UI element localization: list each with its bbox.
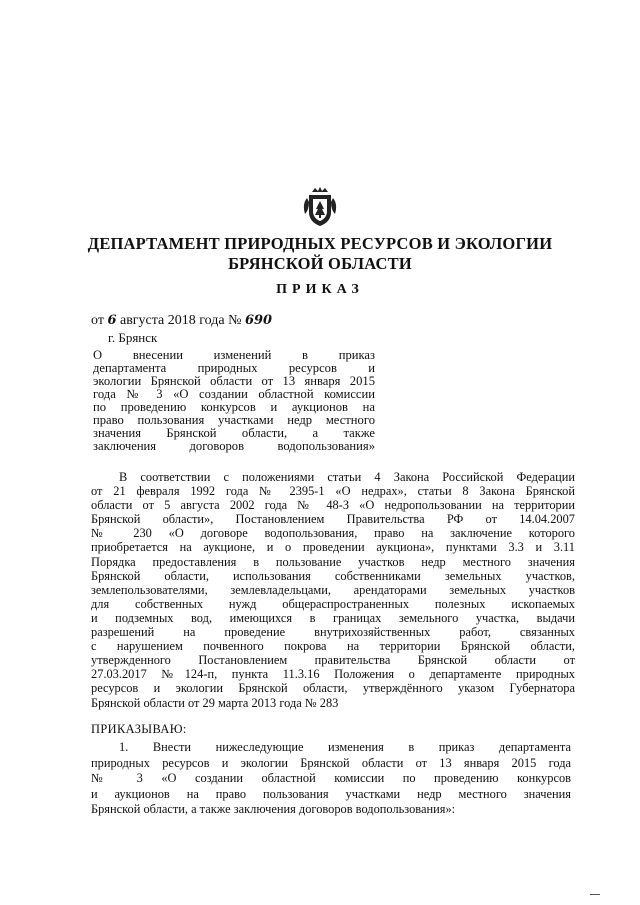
body-line: Брянской области от 29 марта 2013 года № 283 xyxy=(91,695,339,710)
title-line: право пользования участками недр местного xyxy=(93,413,375,427)
body-line: и подземных вод, имеющихся в границах земельного участка, выдачи xyxy=(91,610,575,625)
point-line: 1. Внести нижеследующие изменения в приказ департамента xyxy=(119,740,571,754)
point-line: № 3 «О создании областной комиссии по проведению конкурсов xyxy=(91,771,571,785)
point-line: и аукционов на право пользования участками недр местного значения xyxy=(91,786,571,801)
point-line: природных ресурсов и экологии Брянской области от 13 января 2015 года xyxy=(91,755,571,770)
body-line: от 21 февраля 1992 года № 2395-1 «О недрах», статьи 8 Закона Брянской xyxy=(91,484,575,499)
body-line: Порядка предоставления в пользование участков недр местного значения xyxy=(91,554,575,569)
city-name: г. Брянск xyxy=(108,330,158,345)
body-line: для собственных нужд общераспространенных полезных ископаемых xyxy=(91,596,575,611)
body-line: Брянской области», Постановлением Правительства РФ от 14.04.2007 xyxy=(91,512,575,527)
body-line: области от 5 августа 2002 года № 48-З «О недропользовании на территории xyxy=(91,498,575,513)
body-line: разрешений на проведение внутрихозяйственных работ, связанных xyxy=(91,625,575,640)
department-name-line2: БРЯНСКОЙ ОБЛАСТИ xyxy=(228,254,412,273)
body-line: № 230 «О договоре водопользования, право на заключение которого xyxy=(91,526,575,541)
title-line: экологии Брянской области от 13 января 2015 xyxy=(93,374,375,388)
order-title xyxy=(93,349,375,453)
body-line: приобретается на аукционе, и о проведении аукциона», пунктами 3.3 и 3.11 xyxy=(91,540,575,555)
title-line: заключения договоров водопользования» xyxy=(93,439,375,453)
point-line: Брянской области, а также заключения договоров водопользования»: xyxy=(91,802,456,816)
title-line: значения Брянской области, а также xyxy=(93,426,375,440)
decree-word: ПРИКАЗЫВАЮ: xyxy=(91,722,187,736)
date-month-year: августа 2018 года № xyxy=(119,313,242,328)
title-line: по проведению конкурсов и аукционов на xyxy=(93,400,375,414)
body-line: Брянской области, использования собственниками земельных участков, xyxy=(91,568,575,583)
handwritten-day: 6 xyxy=(107,313,117,328)
body-line: землепользователями, землевладельцами, арендаторами земельных участков xyxy=(91,582,575,597)
body-line: ресурсов и экологии Брянской области, утверждённого указом Губернатора xyxy=(91,681,575,696)
coat-of-arms-icon xyxy=(301,186,339,228)
title-line: года № 3 «О создании областной комиссии xyxy=(93,387,375,401)
date-prefix: от xyxy=(91,313,104,328)
title-line: департамента природных ресурсов и xyxy=(93,361,375,375)
page-edge-mark xyxy=(590,894,600,895)
preamble-paragraph xyxy=(91,470,575,710)
date-line xyxy=(91,313,272,329)
document-type-heading: ПРИКАЗ xyxy=(276,282,364,297)
point-1-paragraph xyxy=(91,740,571,818)
body-line: с нарушением почвенного покрова на территории Брянской области, xyxy=(91,639,575,654)
title-line: О внесении изменений в приказ xyxy=(93,348,375,362)
body-line: утвержденного Постановлением правительства Брянской области от xyxy=(91,653,575,668)
department-name-line1: ДЕПАРТАМЕНТ ПРИРОДНЫХ РЕСУРСОВ И ЭКОЛОГИИ xyxy=(87,234,553,253)
body-line: 27.03.2017 №124-п, пункта 11.3.16 Положения о департаменте природных xyxy=(91,667,575,682)
handwritten-order-number: 690 xyxy=(244,313,273,328)
body-line: В соответствии с положениями статьи 4 Закона Российской Федерации xyxy=(119,470,575,484)
